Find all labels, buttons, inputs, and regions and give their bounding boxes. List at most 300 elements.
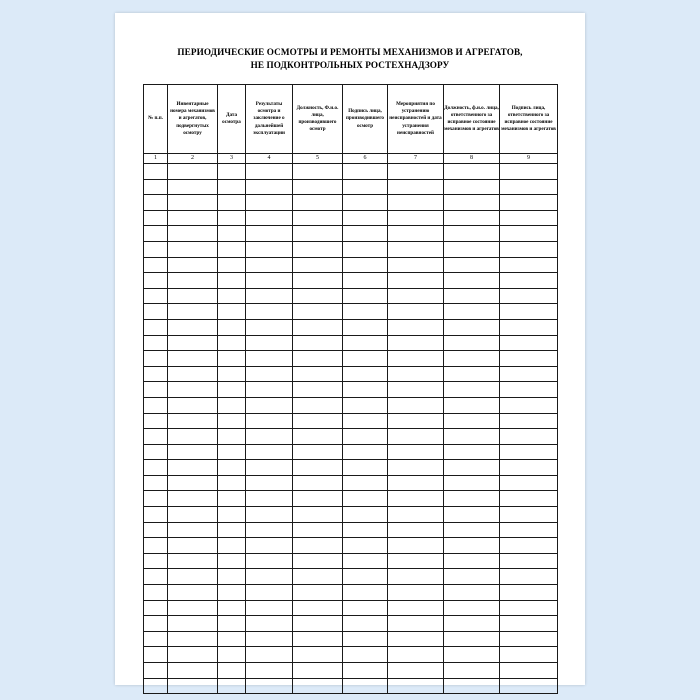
table-cell[interactable] (144, 585, 168, 601)
table-cell[interactable] (343, 273, 388, 289)
table-cell[interactable] (444, 413, 500, 429)
table-cell[interactable] (500, 429, 558, 445)
table-cell[interactable] (168, 631, 218, 647)
table-cell[interactable] (218, 507, 246, 523)
table-cell[interactable] (218, 179, 246, 195)
table-cell[interactable] (144, 663, 168, 679)
table-cell[interactable] (144, 351, 168, 367)
table-cell[interactable] (144, 538, 168, 554)
table-cell[interactable] (144, 164, 168, 180)
table-cell[interactable] (500, 351, 558, 367)
table-cell[interactable] (246, 475, 293, 491)
table-cell[interactable] (500, 663, 558, 679)
table-cell[interactable] (444, 631, 500, 647)
table-cell[interactable] (500, 569, 558, 585)
table-cell[interactable] (246, 164, 293, 180)
table-cell[interactable] (218, 444, 246, 460)
table-cell[interactable] (444, 538, 500, 554)
table-cell[interactable] (168, 179, 218, 195)
table-cell[interactable] (444, 210, 500, 226)
table-cell[interactable] (144, 429, 168, 445)
table-cell[interactable] (168, 491, 218, 507)
table-cell[interactable] (168, 585, 218, 601)
table-cell[interactable] (168, 460, 218, 476)
table-cell[interactable] (293, 507, 343, 523)
table-cell[interactable] (144, 475, 168, 491)
table-cell[interactable] (144, 319, 168, 335)
table-cell[interactable] (168, 647, 218, 663)
table-cell[interactable] (168, 429, 218, 445)
table-cell[interactable] (500, 553, 558, 569)
table-cell[interactable] (343, 319, 388, 335)
table-cell[interactable] (246, 304, 293, 320)
table-cell[interactable] (388, 397, 444, 413)
table-cell[interactable] (293, 164, 343, 180)
table-cell[interactable] (218, 195, 246, 211)
table-cell[interactable] (246, 257, 293, 273)
table-cell[interactable] (144, 491, 168, 507)
table-cell[interactable] (168, 616, 218, 632)
table-cell[interactable] (343, 491, 388, 507)
table-cell[interactable] (343, 538, 388, 554)
table-cell[interactable] (388, 647, 444, 663)
table-cell[interactable] (168, 538, 218, 554)
table-cell[interactable] (246, 600, 293, 616)
table-cell[interactable] (246, 413, 293, 429)
table-cell[interactable] (218, 460, 246, 476)
table-cell[interactable] (168, 319, 218, 335)
table-cell[interactable] (343, 429, 388, 445)
table-cell[interactable] (293, 179, 343, 195)
table-cell[interactable] (246, 522, 293, 538)
table-cell[interactable] (144, 366, 168, 382)
table-cell[interactable] (500, 475, 558, 491)
table-cell[interactable] (388, 553, 444, 569)
table-cell[interactable] (343, 663, 388, 679)
table-cell[interactable] (444, 319, 500, 335)
table-cell[interactable] (388, 335, 444, 351)
table-cell[interactable] (293, 647, 343, 663)
table-cell[interactable] (144, 335, 168, 351)
table-cell[interactable] (293, 210, 343, 226)
table-cell[interactable] (500, 241, 558, 257)
table-cell[interactable] (168, 678, 218, 694)
table-cell[interactable] (500, 304, 558, 320)
table-cell[interactable] (388, 241, 444, 257)
table-cell[interactable] (343, 475, 388, 491)
table-cell[interactable] (444, 553, 500, 569)
table-cell[interactable] (343, 522, 388, 538)
table-cell[interactable] (218, 319, 246, 335)
table-cell[interactable] (343, 164, 388, 180)
table-cell[interactable] (343, 241, 388, 257)
table-cell[interactable] (500, 273, 558, 289)
table-cell[interactable] (246, 179, 293, 195)
table-cell[interactable] (168, 195, 218, 211)
table-cell[interactable] (168, 304, 218, 320)
table-cell[interactable] (444, 585, 500, 601)
table-cell[interactable] (444, 273, 500, 289)
table-cell[interactable] (144, 382, 168, 398)
table-cell[interactable] (168, 475, 218, 491)
table-cell[interactable] (444, 179, 500, 195)
table-cell[interactable] (388, 631, 444, 647)
table-cell[interactable] (246, 195, 293, 211)
table-cell[interactable] (144, 413, 168, 429)
table-cell[interactable] (388, 444, 444, 460)
table-cell[interactable] (218, 616, 246, 632)
table-cell[interactable] (144, 522, 168, 538)
table-cell[interactable] (444, 522, 500, 538)
table-cell[interactable] (293, 413, 343, 429)
table-cell[interactable] (500, 678, 558, 694)
table-cell[interactable] (218, 164, 246, 180)
table-cell[interactable] (500, 538, 558, 554)
table-cell[interactable] (388, 382, 444, 398)
table-cell[interactable] (218, 538, 246, 554)
table-cell[interactable] (144, 678, 168, 694)
table-cell[interactable] (343, 351, 388, 367)
table-cell[interactable] (343, 678, 388, 694)
table-cell[interactable] (246, 678, 293, 694)
table-cell[interactable] (218, 351, 246, 367)
table-cell[interactable] (388, 678, 444, 694)
table-cell[interactable] (144, 273, 168, 289)
table-cell[interactable] (500, 522, 558, 538)
table-cell[interactable] (218, 631, 246, 647)
table-cell[interactable] (500, 413, 558, 429)
table-cell[interactable] (293, 569, 343, 585)
table-cell[interactable] (293, 460, 343, 476)
table-cell[interactable] (388, 600, 444, 616)
table-cell[interactable] (218, 241, 246, 257)
table-cell[interactable] (500, 585, 558, 601)
table-cell[interactable] (343, 366, 388, 382)
table-cell[interactable] (246, 444, 293, 460)
table-cell[interactable] (144, 195, 168, 211)
table-cell[interactable] (343, 460, 388, 476)
table-cell[interactable] (388, 616, 444, 632)
table-cell[interactable] (144, 569, 168, 585)
table-cell[interactable] (388, 569, 444, 585)
table-cell[interactable] (144, 179, 168, 195)
table-cell[interactable] (388, 429, 444, 445)
table-cell[interactable] (293, 257, 343, 273)
table-cell[interactable] (144, 397, 168, 413)
table-cell[interactable] (168, 507, 218, 523)
table-cell[interactable] (246, 366, 293, 382)
table-cell[interactable] (293, 616, 343, 632)
table-cell[interactable] (500, 460, 558, 476)
table-cell[interactable] (388, 491, 444, 507)
table-cell[interactable] (246, 663, 293, 679)
table-cell[interactable] (218, 491, 246, 507)
table-cell[interactable] (293, 288, 343, 304)
table-cell[interactable] (218, 678, 246, 694)
table-cell[interactable] (293, 273, 343, 289)
table-cell[interactable] (444, 164, 500, 180)
table-cell[interactable] (500, 257, 558, 273)
table-cell[interactable] (144, 210, 168, 226)
table-cell[interactable] (218, 335, 246, 351)
table-cell[interactable] (343, 179, 388, 195)
table-cell[interactable] (246, 647, 293, 663)
table-cell[interactable] (444, 241, 500, 257)
table-cell[interactable] (246, 273, 293, 289)
table-cell[interactable] (218, 429, 246, 445)
table-cell[interactable] (500, 210, 558, 226)
table-cell[interactable] (168, 522, 218, 538)
table-cell[interactable] (293, 195, 343, 211)
table-cell[interactable] (444, 195, 500, 211)
table-cell[interactable] (388, 195, 444, 211)
table-cell[interactable] (218, 304, 246, 320)
table-cell[interactable] (388, 475, 444, 491)
table-cell[interactable] (293, 226, 343, 242)
table-cell[interactable] (343, 226, 388, 242)
table-cell[interactable] (218, 647, 246, 663)
table-cell[interactable] (343, 631, 388, 647)
table-cell[interactable] (343, 210, 388, 226)
table-cell[interactable] (293, 397, 343, 413)
table-cell[interactable] (168, 288, 218, 304)
table-cell[interactable] (500, 319, 558, 335)
table-cell[interactable] (343, 444, 388, 460)
table-cell[interactable] (218, 366, 246, 382)
table-cell[interactable] (343, 397, 388, 413)
table-cell[interactable] (343, 257, 388, 273)
table-cell[interactable] (144, 460, 168, 476)
table-cell[interactable] (500, 288, 558, 304)
table-cell[interactable] (293, 351, 343, 367)
table-cell[interactable] (168, 226, 218, 242)
table-cell[interactable] (343, 288, 388, 304)
table-cell[interactable] (388, 164, 444, 180)
table-cell[interactable] (293, 366, 343, 382)
table-cell[interactable] (388, 288, 444, 304)
table-cell[interactable] (246, 351, 293, 367)
table-cell[interactable] (168, 444, 218, 460)
table-cell[interactable] (218, 210, 246, 226)
table-cell[interactable] (168, 663, 218, 679)
table-cell[interactable] (444, 335, 500, 351)
table-cell[interactable] (168, 382, 218, 398)
table-cell[interactable] (444, 647, 500, 663)
table-cell[interactable] (218, 569, 246, 585)
table-cell[interactable] (293, 241, 343, 257)
table-cell[interactable] (168, 397, 218, 413)
table-cell[interactable] (218, 413, 246, 429)
table-cell[interactable] (168, 164, 218, 180)
table-cell[interactable] (500, 631, 558, 647)
table-cell[interactable] (500, 444, 558, 460)
table-cell[interactable] (343, 553, 388, 569)
table-cell[interactable] (246, 241, 293, 257)
table-cell[interactable] (343, 569, 388, 585)
table-cell[interactable] (500, 647, 558, 663)
table-cell[interactable] (218, 585, 246, 601)
table-cell[interactable] (500, 616, 558, 632)
table-cell[interactable] (444, 444, 500, 460)
table-cell[interactable] (500, 382, 558, 398)
table-cell[interactable] (500, 600, 558, 616)
table-cell[interactable] (293, 475, 343, 491)
table-cell[interactable] (500, 164, 558, 180)
table-cell[interactable] (500, 507, 558, 523)
table-cell[interactable] (246, 631, 293, 647)
table-cell[interactable] (246, 538, 293, 554)
table-cell[interactable] (168, 241, 218, 257)
table-cell[interactable] (293, 538, 343, 554)
table-cell[interactable] (388, 663, 444, 679)
table-cell[interactable] (144, 600, 168, 616)
table-cell[interactable] (168, 600, 218, 616)
table-cell[interactable] (388, 413, 444, 429)
table-cell[interactable] (293, 553, 343, 569)
table-cell[interactable] (343, 647, 388, 663)
table-cell[interactable] (444, 257, 500, 273)
table-cell[interactable] (144, 241, 168, 257)
table-cell[interactable] (144, 257, 168, 273)
table-cell[interactable] (388, 366, 444, 382)
table-cell[interactable] (246, 335, 293, 351)
table-cell[interactable] (444, 429, 500, 445)
table-cell[interactable] (144, 444, 168, 460)
table-cell[interactable] (218, 273, 246, 289)
table-cell[interactable] (218, 553, 246, 569)
table-cell[interactable] (293, 600, 343, 616)
table-cell[interactable] (444, 600, 500, 616)
table-cell[interactable] (444, 382, 500, 398)
table-cell[interactable] (218, 663, 246, 679)
table-cell[interactable] (246, 429, 293, 445)
table-cell[interactable] (444, 304, 500, 320)
table-cell[interactable] (444, 366, 500, 382)
table-cell[interactable] (388, 585, 444, 601)
table-cell[interactable] (144, 226, 168, 242)
table-cell[interactable] (343, 304, 388, 320)
table-cell[interactable] (343, 616, 388, 632)
table-cell[interactable] (500, 366, 558, 382)
table-cell[interactable] (168, 366, 218, 382)
table-cell[interactable] (444, 491, 500, 507)
table-cell[interactable] (168, 569, 218, 585)
table-cell[interactable] (388, 522, 444, 538)
table-cell[interactable] (343, 413, 388, 429)
table-cell[interactable] (218, 522, 246, 538)
table-cell[interactable] (246, 382, 293, 398)
table-cell[interactable] (444, 226, 500, 242)
table-cell[interactable] (218, 257, 246, 273)
table-cell[interactable] (218, 475, 246, 491)
table-cell[interactable] (218, 226, 246, 242)
table-cell[interactable] (293, 304, 343, 320)
table-cell[interactable] (168, 257, 218, 273)
table-cell[interactable] (444, 351, 500, 367)
table-cell[interactable] (144, 616, 168, 632)
table-cell[interactable] (388, 273, 444, 289)
table-cell[interactable] (168, 335, 218, 351)
table-cell[interactable] (218, 600, 246, 616)
table-cell[interactable] (388, 226, 444, 242)
table-cell[interactable] (246, 507, 293, 523)
table-cell[interactable] (293, 663, 343, 679)
table-cell[interactable] (444, 475, 500, 491)
table-cell[interactable] (343, 600, 388, 616)
table-cell[interactable] (293, 335, 343, 351)
table-cell[interactable] (246, 491, 293, 507)
table-cell[interactable] (444, 460, 500, 476)
table-cell[interactable] (388, 319, 444, 335)
table-cell[interactable] (500, 335, 558, 351)
table-cell[interactable] (500, 195, 558, 211)
table-cell[interactable] (246, 226, 293, 242)
table-cell[interactable] (444, 569, 500, 585)
table-cell[interactable] (343, 195, 388, 211)
table-cell[interactable] (343, 382, 388, 398)
table-cell[interactable] (293, 382, 343, 398)
table-cell[interactable] (444, 678, 500, 694)
table-cell[interactable] (388, 304, 444, 320)
table-cell[interactable] (293, 491, 343, 507)
table-cell[interactable] (500, 397, 558, 413)
table-cell[interactable] (388, 460, 444, 476)
table-cell[interactable] (218, 382, 246, 398)
table-cell[interactable] (168, 273, 218, 289)
table-cell[interactable] (444, 616, 500, 632)
table-cell[interactable] (246, 616, 293, 632)
table-cell[interactable] (293, 585, 343, 601)
table-cell[interactable] (218, 288, 246, 304)
table-cell[interactable] (388, 507, 444, 523)
table-cell[interactable] (293, 319, 343, 335)
table-cell[interactable] (500, 491, 558, 507)
table-cell[interactable] (218, 397, 246, 413)
table-cell[interactable] (144, 553, 168, 569)
table-cell[interactable] (388, 210, 444, 226)
table-cell[interactable] (293, 444, 343, 460)
table-cell[interactable] (388, 179, 444, 195)
table-cell[interactable] (246, 319, 293, 335)
table-cell[interactable] (168, 351, 218, 367)
table-cell[interactable] (444, 663, 500, 679)
table-cell[interactable] (144, 304, 168, 320)
table-cell[interactable] (444, 397, 500, 413)
table-cell[interactable] (444, 507, 500, 523)
table-cell[interactable] (293, 631, 343, 647)
table-cell[interactable] (388, 351, 444, 367)
table-cell[interactable] (500, 179, 558, 195)
table-cell[interactable] (168, 413, 218, 429)
table-cell[interactable] (293, 678, 343, 694)
table-cell[interactable] (168, 553, 218, 569)
table-cell[interactable] (144, 631, 168, 647)
table-cell[interactable] (144, 288, 168, 304)
table-cell[interactable] (246, 460, 293, 476)
table-cell[interactable] (388, 538, 444, 554)
table-cell[interactable] (246, 569, 293, 585)
table-cell[interactable] (500, 226, 558, 242)
table-cell[interactable] (144, 507, 168, 523)
table-cell[interactable] (293, 429, 343, 445)
table-cell[interactable] (343, 585, 388, 601)
table-cell[interactable] (246, 288, 293, 304)
table-cell[interactable] (343, 507, 388, 523)
table-cell[interactable] (388, 257, 444, 273)
table-cell[interactable] (246, 210, 293, 226)
table-cell[interactable] (293, 522, 343, 538)
table-cell[interactable] (144, 647, 168, 663)
